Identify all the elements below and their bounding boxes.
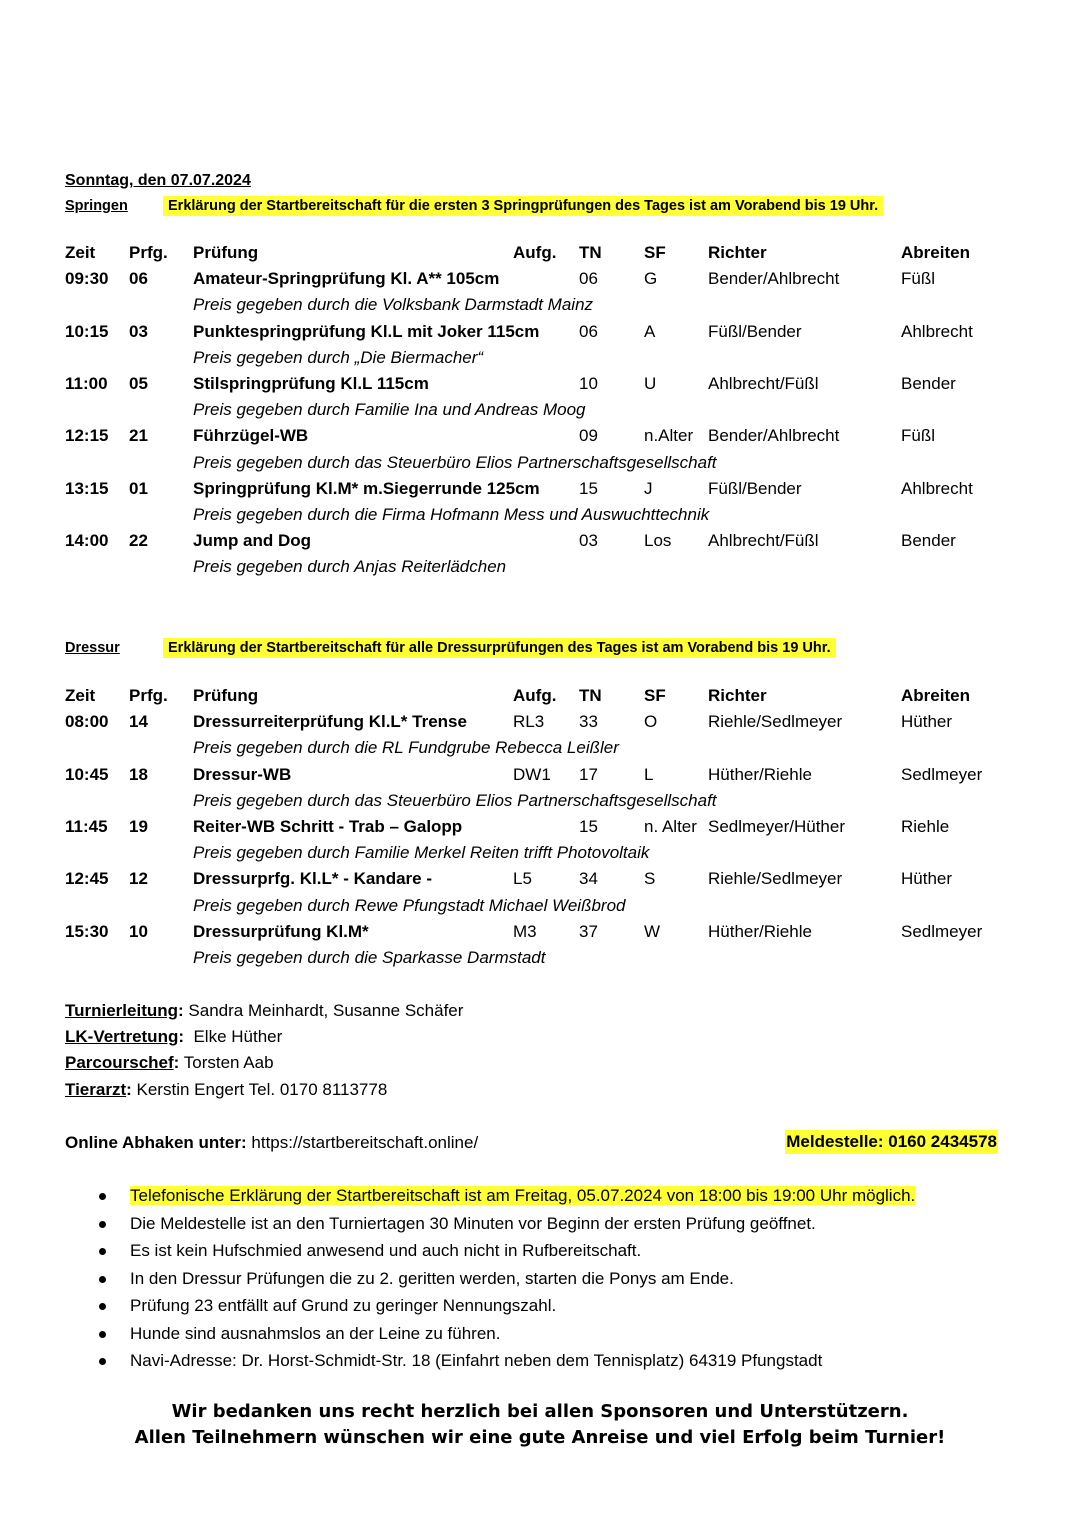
- row-prfg: 22: [129, 531, 148, 551]
- bullet-text: Die Meldestelle ist an den Turniertagen 30 Minuten vor Beginn der ersten Prüfung geöffnet.: [130, 1213, 816, 1233]
- row-prfg: 19: [129, 816, 148, 836]
- info-bullet-list: [96, 1183, 915, 1376]
- online-label: Online Abhaken unter:: [65, 1133, 247, 1152]
- schedule-row: [65, 528, 1025, 554]
- dressur-column-headers: [65, 683, 1025, 709]
- col-aufg: Aufg.: [513, 686, 557, 705]
- bullet-text: In den Dressur Prüfungen die zu 2. geritten werden, starten die Ponys am Ende.: [130, 1268, 734, 1288]
- row-zeit: 11:00: [65, 373, 108, 393]
- dressur-section-title: Dressur: [65, 640, 120, 656]
- row-sf: A: [644, 321, 656, 341]
- bullet-item: [96, 1266, 915, 1294]
- bullet-dot-icon: [99, 1358, 106, 1365]
- row-aufg: RL3: [513, 712, 545, 732]
- bullet-dot-icon: [99, 1193, 106, 1200]
- bullet-item: [96, 1183, 915, 1211]
- row-aufg: M3: [513, 921, 537, 941]
- schedule-row: [65, 866, 1025, 892]
- row-sf: J: [644, 478, 653, 498]
- sponsor-row: [65, 292, 1025, 318]
- row-pruefung: Springprüfung Kl.M* m.Siegerrunde 125cm: [193, 478, 540, 498]
- contacts-block: [65, 998, 463, 1103]
- row-zeit: 08:00: [65, 712, 109, 732]
- schedule-row: [65, 423, 1025, 449]
- row-richter: Riehle/Sedlmeyer: [708, 712, 843, 732]
- col-pruefung: Prüfung: [193, 686, 259, 705]
- row-sponsor: Preis gegeben durch „Die Biermacher“: [193, 347, 484, 367]
- row-richter: Hüther/Riehle: [708, 921, 812, 941]
- springen-section-title: Springen: [65, 198, 128, 214]
- row-sf: n.Alter: [644, 426, 694, 446]
- sponsor-row: [65, 397, 1025, 423]
- schedule-row: [65, 919, 1025, 945]
- row-pruefung: Jump and Dog: [193, 531, 312, 551]
- bullet-text: Prüfung 23 entfällt auf Grund zu geringer Nennungszahl.: [130, 1296, 557, 1315]
- row-zeit: 11:45: [65, 816, 108, 836]
- row-pruefung: Punktespringprüfung Kl.L mit Joker 115cm: [193, 321, 540, 341]
- row-abreiten: Bender: [901, 531, 956, 551]
- bullet-dot-icon: [99, 1221, 106, 1228]
- row-sf: G: [644, 269, 658, 289]
- dressur-section-header: [65, 638, 1025, 658]
- row-zeit: 12:45: [65, 869, 109, 889]
- row-abreiten: Füßl: [901, 426, 935, 446]
- row-abreiten: Hüther: [901, 869, 953, 889]
- contact-value: Kerstin Engert Tel. 0170 8113778: [136, 1079, 388, 1099]
- row-pruefung: Dressur-WB: [193, 764, 292, 784]
- row-tn: 06: [579, 269, 598, 289]
- schedule-row: [65, 762, 1025, 788]
- bullet-text: Hunde sind ausnahmslos an der Leine zu führen.: [130, 1323, 501, 1343]
- row-prfg: 14: [129, 712, 148, 732]
- contact-value: Elke Hüther: [193, 1027, 283, 1047]
- row-zeit: 10:15: [65, 321, 109, 341]
- contact-label: Parcourschef: [65, 1053, 174, 1073]
- row-tn: 17: [579, 764, 598, 784]
- row-tn: 37: [579, 921, 598, 941]
- col-richter: Richter: [708, 686, 767, 705]
- meldestelle-phone: Meldestelle: 0160 2434578: [785, 1130, 998, 1154]
- row-aufg: DW1: [513, 764, 551, 784]
- contact-turnierleitung: Turnierleitung: Sandra Meinhardt, Susanne Schäfer: [65, 1001, 464, 1020]
- sponsor-row: [65, 450, 1025, 476]
- col-zeit: Zeit: [65, 243, 96, 262]
- row-tn: 15: [579, 816, 598, 836]
- bullet-item: [96, 1348, 915, 1376]
- row-sponsor: Preis gegeben durch Anjas Reiterlädchen: [193, 557, 507, 577]
- row-sponsor: Preis gegeben durch das Steuerbüro Elios Partnerschaftsgesellschaft: [193, 452, 717, 472]
- row-sf: L: [644, 764, 654, 784]
- col-sf: SF: [644, 243, 666, 262]
- row-sf: n. Alter: [644, 816, 697, 836]
- row-prfg: 18: [129, 764, 148, 784]
- row-pruefung: Führzügel-WB: [193, 426, 309, 446]
- row-sf: Los: [644, 531, 672, 551]
- row-tn: 09: [579, 426, 598, 446]
- col-pruefung: Prüfung: [193, 243, 259, 262]
- row-abreiten: Füßl: [901, 269, 935, 289]
- row-pruefung: Dressurreiterprüfung Kl.L* Trense: [193, 712, 467, 732]
- dressur-section-note: Erklärung der Startbereitschaft für alle Dressurprüfungen des Tages ist am Vorabend bis 19 Uhr.: [163, 638, 836, 658]
- schedule-row: [65, 476, 1025, 502]
- row-sponsor: Preis gegeben durch die Sparkasse Darmstadt: [193, 947, 546, 967]
- bullet-text: Telefonische Erklärung der Startbereitschaft ist am Freitag, 05.07.2024 von 18:00 bis 19:00 Uhr möglich.: [130, 1186, 916, 1205]
- row-richter: Bender/Ahlbrecht: [708, 426, 840, 446]
- sponsor-row: [65, 502, 1025, 528]
- sponsor-row: [65, 945, 1025, 971]
- col-aufg: Aufg.: [513, 243, 557, 262]
- bullet-item: [96, 1211, 915, 1239]
- sponsor-row: [65, 345, 1025, 371]
- contact-value: Sandra Meinhardt, Susanne Schäfer: [188, 1001, 464, 1020]
- row-pruefung: Amateur-Springprüfung Kl. A** 105cm: [193, 269, 500, 289]
- row-zeit: 09:30: [65, 269, 109, 289]
- row-prfg: 21: [129, 426, 148, 446]
- row-richter: Ahlbrecht/Füßl: [708, 531, 819, 551]
- row-tn: 03: [579, 531, 598, 551]
- row-zeit: 13:15: [65, 478, 109, 498]
- row-sponsor: Preis gegeben durch Familie Ina und Andreas Moog: [193, 400, 586, 420]
- row-tn: 06: [579, 321, 598, 341]
- row-zeit: 15:30: [65, 921, 109, 941]
- row-richter: Füßl/Bender: [708, 478, 802, 498]
- col-zeit: Zeit: [65, 686, 96, 705]
- row-richter: Sedlmeyer/Hüther: [708, 816, 846, 836]
- contact-label: Turnierleitung: [65, 1001, 179, 1020]
- row-abreiten: Ahlbrecht: [901, 321, 973, 341]
- springen-column-headers: [65, 240, 1025, 266]
- row-abreiten: Sedlmeyer: [901, 764, 983, 784]
- row-richter: Bender/Ahlbrecht: [708, 269, 840, 289]
- row-richter: Ahlbrecht/Füßl: [708, 373, 819, 393]
- row-tn: 10: [579, 373, 598, 393]
- row-abreiten: Sedlmeyer: [901, 921, 983, 941]
- row-pruefung: Stilspringprüfung Kl.L 115cm: [193, 373, 429, 393]
- bullet-dot-icon: [99, 1276, 106, 1283]
- bullet-text: Es ist kein Hufschmied anwesend und auch nicht in Rufbereitschaft.: [130, 1241, 642, 1260]
- row-zeit: 14:00: [65, 531, 109, 551]
- row-abreiten: Ahlbrecht: [901, 478, 973, 498]
- row-prfg: 10: [129, 921, 148, 941]
- sponsor-row: [65, 840, 1025, 866]
- col-sf: SF: [644, 686, 666, 705]
- col-prfg: Prfg.: [129, 686, 168, 705]
- col-tn: TN: [579, 243, 602, 262]
- date-heading: Sonntag, den 07.07.2024: [65, 172, 251, 189]
- row-sponsor: Preis gegeben durch die Volksbank Darmstadt Mainz: [193, 295, 594, 315]
- thanks-line-1: Wir bedanken uns recht herzlich bei allen Sponsoren und Unterstützern.: [171, 1401, 909, 1422]
- col-prfg: Prfg.: [129, 243, 168, 262]
- contact-tierarzt: Tierarzt: Kerstin Engert Tel. 0170 8113778: [65, 1079, 388, 1099]
- row-tn: 33: [579, 712, 598, 732]
- row-sponsor: Preis gegeben durch das Steuerbüro Elios Partnerschaftsgesellschaft: [193, 790, 717, 810]
- col-abreiten: Abreiten: [901, 243, 970, 262]
- bullet-dot-icon: [99, 1303, 106, 1310]
- row-abreiten: Riehle: [901, 816, 950, 836]
- row-prfg: 05: [129, 373, 148, 393]
- row-sponsor: Preis gegeben durch die RL Fundgrube Rebecca Leißler: [193, 738, 619, 758]
- bullet-text: Navi-Adresse: Dr. Horst-Schmidt-Str. 18 (Einfahrt neben dem Tennisplatz) 64319 Pfungstadt: [130, 1351, 823, 1370]
- row-richter: Füßl/Bender: [708, 321, 802, 341]
- col-abreiten: Abreiten: [901, 686, 970, 705]
- row-prfg: 12: [129, 869, 148, 889]
- row-pruefung: Dressurprfg. Kl.L* - Kandare -: [193, 869, 432, 889]
- row-sf: W: [644, 921, 661, 941]
- row-sponsor: Preis gegeben durch Rewe Pfungstadt Michael Weißbrod: [193, 895, 626, 915]
- bullet-item: [96, 1321, 915, 1349]
- springen-schedule: [65, 240, 1025, 580]
- contact-parcourschef: Parcourschef: Torsten Aab: [65, 1053, 274, 1073]
- row-abreiten: Hüther: [901, 712, 953, 732]
- bullet-dot-icon: [99, 1248, 106, 1255]
- contact-label: LK-Vertretung: [65, 1027, 179, 1047]
- online-url-link[interactable]: https://startbereitschaft.online/: [251, 1133, 479, 1152]
- row-prfg: 06: [129, 269, 148, 289]
- row-tn: 15: [579, 478, 598, 498]
- contact-value: Torsten Aab: [183, 1053, 274, 1073]
- row-prfg: 03: [129, 321, 148, 341]
- row-pruefung: Dressurprüfung Kl.M*: [193, 921, 369, 941]
- dressur-schedule: [65, 683, 1025, 971]
- row-tn: 34: [579, 869, 598, 889]
- schedule-row: [65, 371, 1025, 397]
- contact-label: Tierarzt: [65, 1079, 127, 1099]
- row-zeit: 10:45: [65, 764, 109, 784]
- sponsor-row: [65, 788, 1025, 814]
- row-sf: S: [644, 869, 656, 889]
- sponsor-row: [65, 893, 1025, 919]
- row-abreiten: Bender: [901, 373, 956, 393]
- row-pruefung: Reiter-WB Schritt - Trab – Galopp: [193, 816, 463, 836]
- online-line: [65, 1130, 998, 1156]
- row-sponsor: Preis gegeben durch die Firma Hofmann Mess und Auswuchttechnik: [193, 504, 710, 524]
- springen-section-header: [65, 196, 1025, 216]
- row-richter: Hüther/Riehle: [708, 764, 812, 784]
- row-sf: U: [644, 373, 657, 393]
- col-tn: TN: [579, 686, 602, 705]
- row-zeit: 12:15: [65, 426, 109, 446]
- springen-section-note: Erklärung der Startbereitschaft für die ersten 3 Springprüfungen des Tages ist am Vorabend bis 19 Uhr.: [163, 196, 883, 216]
- schedule-row: [65, 319, 1025, 345]
- row-prfg: 01: [129, 478, 148, 498]
- sponsor-row: [65, 735, 1025, 761]
- row-sponsor: Preis gegeben durch Familie Merkel Reiten trifft Photovoltaik: [193, 843, 650, 863]
- bullet-item: [96, 1293, 915, 1321]
- bullet-item: [96, 1238, 915, 1266]
- schedule-row: [65, 709, 1025, 735]
- row-aufg: L5: [513, 869, 532, 889]
- bullet-dot-icon: [99, 1331, 106, 1338]
- schedule-row: [65, 814, 1025, 840]
- row-richter: Riehle/Sedlmeyer: [708, 869, 843, 889]
- thanks-line-2: Allen Teilnehmern wünschen wir eine gute Anreise und viel Erfolg beim Turnier!: [134, 1427, 946, 1448]
- sponsor-row: [65, 554, 1025, 580]
- col-richter: Richter: [708, 243, 767, 262]
- contact-lk-vertretung: LK-Vertretung: Elke Hüther: [65, 1027, 283, 1047]
- row-sf: O: [644, 712, 658, 732]
- schedule-row: [65, 266, 1025, 292]
